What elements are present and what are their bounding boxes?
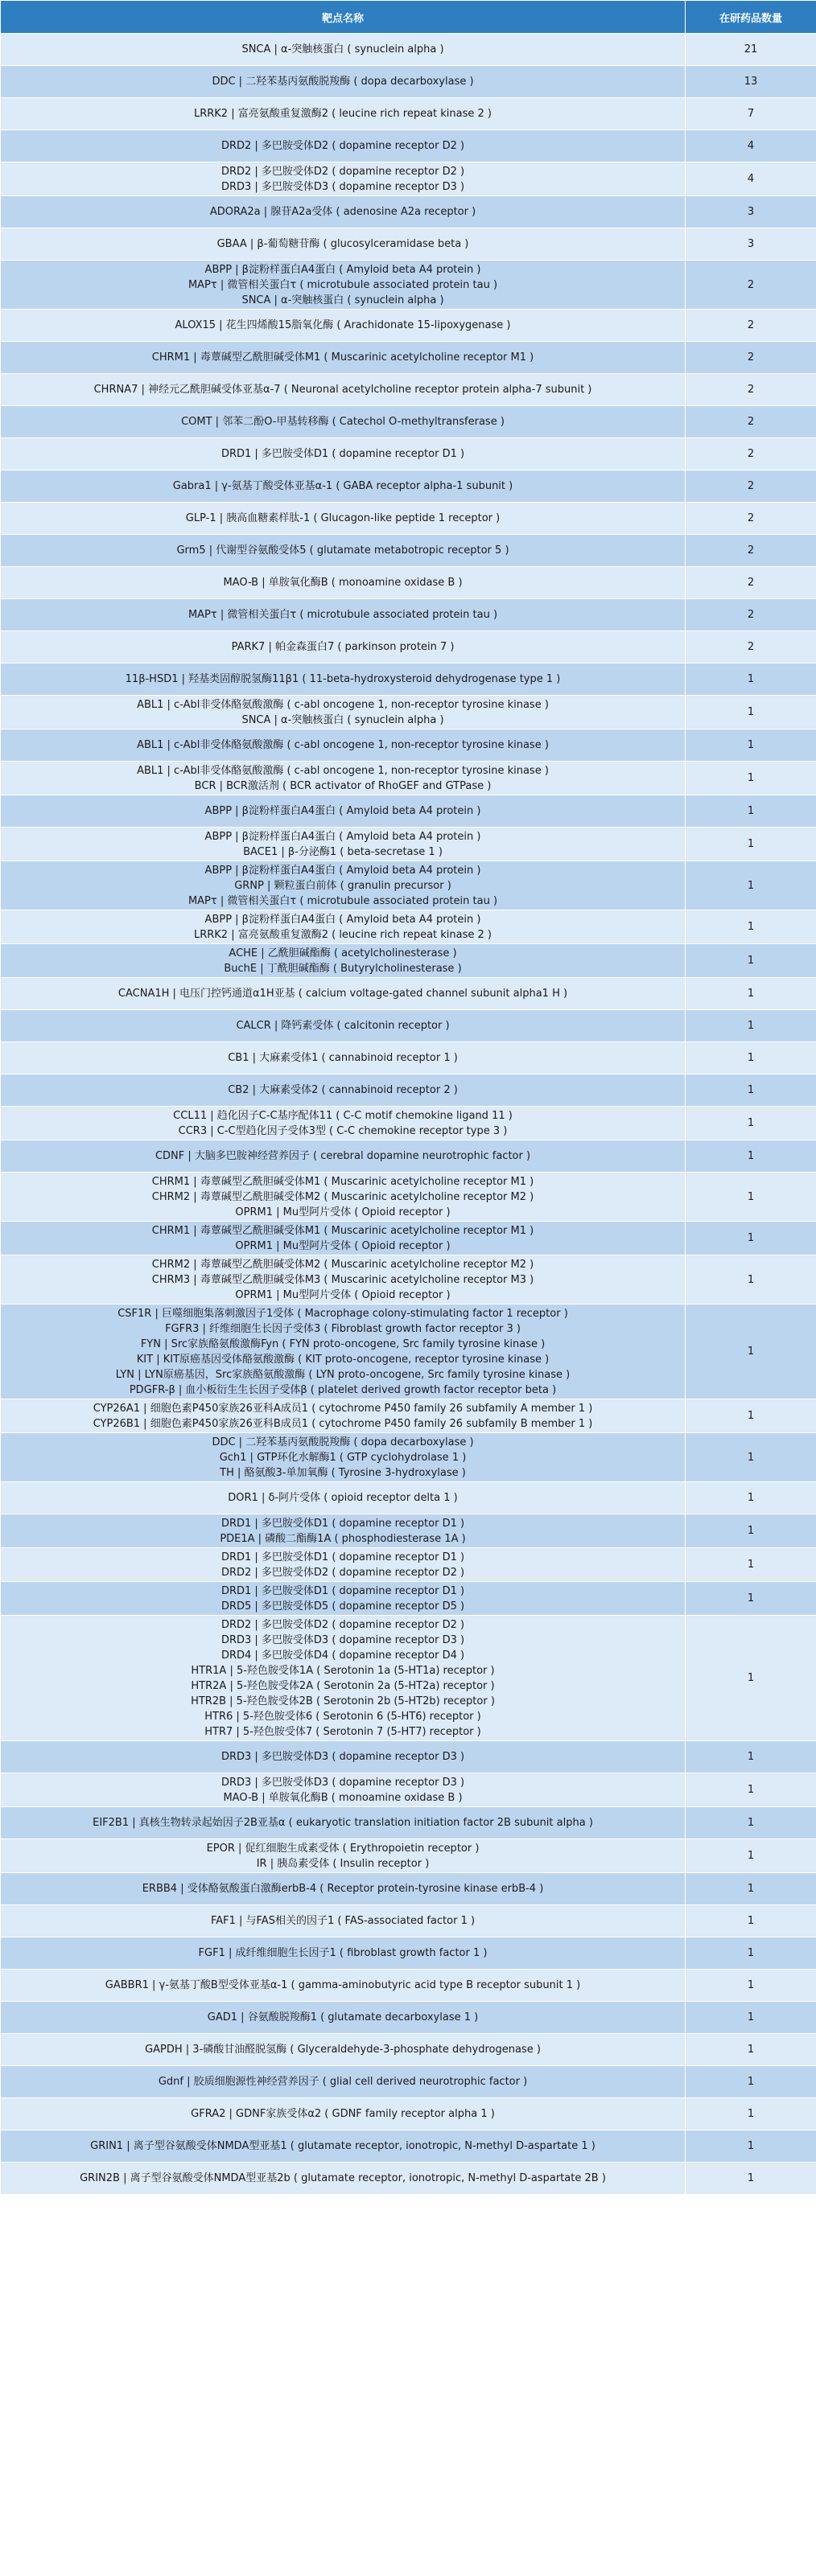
drug-count-cell: 2 — [686, 535, 816, 567]
table-row — [1, 130, 816, 162]
drug-count-cell: 1 — [686, 1140, 816, 1173]
table-row — [1, 535, 816, 567]
target-cell — [1, 1222, 686, 1255]
target-cell — [1, 196, 686, 228]
target-line: CCL11 | 趋化因子C-C基序配体11 ( C-C motif chemokine ligand 11 ) — [173, 1109, 513, 1122]
target-line: Gabra1 | γ-氨基丁酸受体亚基α-1 ( GABA receptor alpha-1 subunit ) — [172, 480, 513, 492]
drug-count-cell: 1 — [686, 1741, 816, 1773]
table-row — [1, 2163, 816, 2195]
table-row — [1, 1482, 816, 1514]
target-cell — [1, 1399, 686, 1433]
target-line: DRD1 | 多巴胺受体D1 ( dopamine receptor D1 ) — [220, 1551, 465, 1563]
drug-count-cell: 1 — [686, 2163, 816, 2195]
table-row — [1, 696, 816, 729]
target-line: ABL1 | c-Abl非受体酪氨酸激酶 ( c-abl oncogene 1, non-receptor tyrosine kinase ) — [137, 698, 549, 711]
drug-count-cell: 2 — [686, 261, 816, 310]
target-line: BuchE | 丁酰胆碱酯酶 ( Butyrylcholinesterase ) — [224, 962, 462, 975]
target-cell — [1, 1140, 686, 1173]
target-line: MAO-B | 单胺氧化酶B ( monoamine oxidase B ) — [223, 1791, 463, 1804]
target-line: Grm5 | 代谢型谷氨酸受体5 ( glutamate metabotropic receptor 5 ) — [176, 544, 509, 557]
target-cell — [1, 1042, 686, 1074]
drug-count-cell: 1 — [686, 1905, 816, 1937]
table-row — [1, 406, 816, 438]
table-row — [1, 470, 816, 503]
target-line: DRD3 | 多巴胺受体D3 ( dopamine receptor D3 ) — [220, 180, 465, 193]
target-cell — [1, 1010, 686, 1042]
table-row — [1, 1140, 816, 1173]
target-line: DRD3 | 多巴胺受体D3 ( dopamine receptor D3 ) — [220, 1776, 465, 1789]
drug-count-cell: 1 — [686, 2066, 816, 2098]
target-cell — [1, 1304, 686, 1399]
table-row — [1, 1074, 816, 1107]
target-line: ABL1 | c-Abl非受体酪氨酸激酶 ( c-abl oncogene 1, non-receptor tyrosine kinase ) — [137, 739, 549, 751]
table-row — [1, 1107, 816, 1140]
target-line: OPRM1 | Mu型阿片受体 ( Opioid receptor ) — [235, 1206, 451, 1218]
table-row — [1, 2002, 816, 2034]
target-cell — [1, 406, 686, 438]
target-line: CHRNA7 | 神经元乙酰胆碱受体亚基α-7 ( Neuronal acetylcholine receptor protein alpha-7 subunit ) — [93, 384, 592, 396]
target-cell — [1, 470, 686, 503]
target-line: CHRM1 | 毒蕈碱型乙酰胆碱受体M1 ( Muscarinic acetylcholine receptor M1 ) — [151, 1224, 534, 1237]
drug-count-cell: 1 — [686, 1304, 816, 1399]
target-line: GAPDH | 3-磷酸甘油醛脱氢酶 ( Glyceraldehyde-3-phosphate dehydrogenase ) — [145, 2044, 541, 2056]
target-cell — [1, 567, 686, 599]
target-line: 11β-HSD1 | 羟基类固醇脱氢酶11β1 ( 11-beta-hydroxysteroid dehydrogenase type 1 ) — [125, 673, 561, 685]
table-row — [1, 261, 816, 310]
drug-count-cell: 1 — [686, 1173, 816, 1222]
drug-count-cell: 3 — [686, 196, 816, 228]
drug-count-cell: 1 — [686, 1582, 816, 1616]
target-line: DRD2 | 多巴胺受体D2 ( dopamine receptor D2 ) — [220, 1618, 465, 1631]
drug-count-cell: 1 — [686, 861, 816, 910]
target-line: GLP-1 | 胰高血糖素样肽-1 ( Glucagon-like peptide 1 receptor ) — [185, 512, 501, 524]
target-line: ALOX15 | 花生四烯酸15脂氧化酶 ( Arachidonate 15-lipoxygenase ) — [175, 319, 511, 331]
target-cell — [1, 535, 686, 567]
table-row — [1, 1970, 816, 2002]
drug-count-cell: 1 — [686, 1222, 816, 1255]
table-row — [1, 34, 816, 66]
target-line: GAD1 | 谷氨酸脱羧酶1 ( glutamate decarboxylase 1 ) — [207, 2011, 479, 2023]
target-line: HTR2A | 5-羟色胺受体2A ( Serotonin 2a (5-HT2a) receptor ) — [191, 1679, 495, 1692]
drug-count-cell: 1 — [686, 1937, 816, 1970]
drug-count-cell: 1 — [686, 2130, 816, 2163]
drug-count-cell: 1 — [686, 2034, 816, 2066]
drug-count-cell: 1 — [686, 1616, 816, 1741]
target-cell — [1, 1970, 686, 2002]
drug-count-cell: 1 — [686, 944, 816, 978]
drug-count-cell: 1 — [686, 1839, 816, 1873]
target-line: HTR2B | 5-羟色胺受体2B ( Serotonin 2b (5-HT2b) receptor ) — [191, 1695, 495, 1707]
table-row — [1, 1548, 816, 1582]
target-line: CB1 | 大麻素受体1 ( cannabinoid receptor 1 ) — [228, 1052, 458, 1064]
target-cell — [1, 2098, 686, 2130]
drug-count-cell: 1 — [686, 1255, 816, 1304]
table-row — [1, 978, 816, 1010]
drug-count-cell: 1 — [686, 1482, 816, 1514]
drug-count-cell: 2 — [686, 567, 816, 599]
target-line: BACE1 | β-分泌酶1 ( beta-secretase 1 ) — [243, 845, 443, 858]
drug-count-cell: 1 — [686, 1433, 816, 1482]
target-cell — [1, 828, 686, 861]
table-row — [1, 762, 816, 795]
target-cell — [1, 310, 686, 342]
target-line: CCR3 | C-C型趋化因子受体3型 ( C-C chemokine receptor type 3 ) — [178, 1124, 508, 1137]
drug-count-cell: 1 — [686, 795, 816, 828]
target-line: FGF1 | 成纤维细胞生长因子1 ( fibroblast growth factor 1 ) — [198, 1947, 488, 1959]
drug-count-cell: 4 — [686, 130, 816, 162]
table-row — [1, 374, 816, 406]
table-row — [1, 729, 816, 762]
table-row — [1, 795, 816, 828]
target-cell — [1, 944, 686, 978]
target-line: DRD5 | 多巴胺受体D5 ( dopamine receptor D5 ) — [220, 1600, 465, 1613]
target-cell — [1, 1773, 686, 1807]
target-cell — [1, 762, 686, 795]
target-cell — [1, 2066, 686, 2098]
table-row — [1, 66, 816, 98]
target-cell — [1, 978, 686, 1010]
target-cell — [1, 910, 686, 944]
target-cell — [1, 34, 686, 66]
drug-count-cell: 13 — [686, 66, 816, 98]
drug-count-cell: 21 — [686, 34, 816, 66]
table-row — [1, 342, 816, 374]
target-line: DRD1 | 多巴胺受体D1 ( dopamine receptor D1 ) — [220, 1517, 465, 1530]
target-line: CHRM2 | 毒蕈碱型乙酰胆碱受体M2 ( Muscarinic acetylcholine receptor M2 ) — [151, 1190, 534, 1203]
drug-count-cell: 1 — [686, 910, 816, 944]
table-row — [1, 162, 816, 196]
table-row — [1, 1741, 816, 1773]
target-line: PARK7 | 帕金森蛋白7 ( parkinson protein 7 ) — [231, 641, 455, 653]
target-cell — [1, 1255, 686, 1304]
target-cell — [1, 664, 686, 696]
drug-count-cell: 2 — [686, 374, 816, 406]
drug-count-cell: 1 — [686, 978, 816, 1010]
table-row — [1, 1399, 816, 1433]
target-cell — [1, 1741, 686, 1773]
target-line: SNCA | α-突触核蛋白 ( synuclein alpha ) — [241, 43, 444, 55]
target-cell — [1, 1482, 686, 1514]
target-cell — [1, 1548, 686, 1582]
header-drug-count: 在研药品数量 — [686, 1, 816, 34]
target-cell — [1, 1839, 686, 1873]
target-line: KIT | KIT原癌基因受体酪氨酸激酶 ( KIT proto-oncogene, receptor tyrosine kinase ) — [136, 1353, 550, 1366]
table-row — [1, 1255, 816, 1304]
target-line: DRD4 | 多巴胺受体D4 ( dopamine receptor D4 ) — [220, 1649, 465, 1662]
target-cell — [1, 1173, 686, 1222]
table-row — [1, 1222, 816, 1255]
target-cell — [1, 374, 686, 406]
table-row — [1, 944, 816, 978]
target-line: ERBB4 | 受体酪氨酸蛋白激酶erbB-4 ( Receptor protein-tyrosine kinase erbB-4 ) — [142, 1883, 544, 1895]
table-row — [1, 310, 816, 342]
target-line: GRNP | 颗粒蛋白前体 ( granulin precursor ) — [234, 879, 451, 892]
table-row — [1, 228, 816, 261]
table-row — [1, 438, 816, 470]
target-line: DRD3 | 多巴胺受体D3 ( dopamine receptor D3 ) — [220, 1751, 465, 1763]
drug-count-cell: 2 — [686, 342, 816, 374]
target-line: CHRM2 | 毒蕈碱型乙酰胆碱受体M2 ( Muscarinic acetylcholine receptor M2 ) — [151, 1258, 534, 1271]
drug-count-cell: 1 — [686, 2098, 816, 2130]
target-line: GRIN2B | 离子型谷氨酸受体NMDA型亚基2b ( glutamate receptor, ionotropic, N-methyl D-aspartate 2B ) — [80, 2172, 606, 2184]
table-row — [1, 1905, 816, 1937]
target-line: DRD2 | 多巴胺受体D2 ( dopamine receptor D2 ) — [220, 1566, 465, 1579]
table-row — [1, 631, 816, 664]
table-row — [1, 599, 816, 631]
target-line: DDC | 二羟苯基丙氨酸脱羧酶 ( dopa decarboxylase ) — [212, 1436, 474, 1448]
target-line: FGFR3 | 纤维细胞生长因子受体3 ( Fibroblast growth factor receptor 3 ) — [165, 1322, 521, 1335]
table-row — [1, 1042, 816, 1074]
target-line: CDNF | 大脑多巴胺神经营养因子 ( cerebral dopamine neurotrophic factor ) — [155, 1150, 531, 1162]
target-line: OPRM1 | Mu型阿片受体 ( Opioid receptor ) — [235, 1239, 451, 1252]
target-line: ABPP | β淀粉样蛋白A4蛋白 ( Amyloid beta A4 protein ) — [204, 913, 481, 926]
table-row — [1, 1514, 816, 1548]
table-row — [1, 1173, 816, 1222]
target-cell — [1, 1514, 686, 1548]
table-row — [1, 1773, 816, 1807]
target-line: ABL1 | c-Abl非受体酪氨酸激酶 ( c-abl oncogene 1, non-receptor tyrosine kinase ) — [137, 764, 549, 777]
drug-count-cell: 1 — [686, 1074, 816, 1107]
target-line: ACHE | 乙酰胆碱酯酶 ( acetylcholinesterase ) — [229, 947, 457, 959]
target-cell — [1, 599, 686, 631]
table-row — [1, 98, 816, 130]
target-cell — [1, 261, 686, 310]
target-line: SNCA | α-突触核蛋白 ( synuclein alpha ) — [241, 713, 444, 726]
target-cell — [1, 1807, 686, 1839]
target-cell — [1, 228, 686, 261]
table-row — [1, 1937, 816, 1970]
target-line: DRD2 | 多巴胺受体D2 ( dopamine receptor D2 ) — [220, 165, 465, 178]
table-row — [1, 567, 816, 599]
target-line: ADORA2a | 腺苷A2a受体 ( adenosine A2a receptor ) — [209, 206, 476, 218]
target-line: GABBR1 | γ-氨基丁酸B型受体亚基α-1 ( gamma-aminobutyric acid type B receptor subunit 1 ) — [105, 1979, 581, 1991]
drug-count-cell: 1 — [686, 1399, 816, 1433]
target-line: Gdnf | 胶质细胞源性神经营养因子 ( glial cell derived neurotrophic factor ) — [158, 2076, 528, 2088]
drug-count-cell: 2 — [686, 631, 816, 664]
target-line: Gch1 | GTP环化水解酶1 ( GTP cyclohydrolase 1 ) — [219, 1451, 467, 1464]
target-cell — [1, 1582, 686, 1616]
target-cell — [1, 795, 686, 828]
table-row — [1, 1873, 816, 1905]
table-row — [1, 1616, 816, 1741]
target-line: DDC | 二羟苯基丙氨酸脱羧酶 ( dopa decarboxylase ) — [212, 76, 474, 88]
target-line: CHRM1 | 毒蕈碱型乙酰胆碱受体M1 ( Muscarinic acetylcholine receptor M1 ) — [151, 351, 534, 364]
target-line: CYP26B1 | 细胞色素P450家族26亚科B成员1 ( cytochrome P450 family 26 subfamily B member 1 ) — [93, 1417, 593, 1430]
drug-count-cell: 2 — [686, 599, 816, 631]
drug-count-cell: 2 — [686, 470, 816, 503]
target-line: GRIN1 | 离子型谷氨酸受体NMDA型亚基1 ( glutamate receptor, ionotropic, N-methyl D-aspartate 1 ) — [90, 2140, 596, 2152]
target-line: DRD2 | 多巴胺受体D2 ( dopamine receptor D2 ) — [220, 140, 465, 152]
table-row — [1, 2130, 816, 2163]
target-line: ABPP | β淀粉样蛋白A4蛋白 ( Amyloid beta A4 protein ) — [204, 263, 481, 276]
target-line: ABPP | β淀粉样蛋白A4蛋白 ( Amyloid beta A4 protein ) — [204, 805, 481, 817]
table-header-row — [1, 1, 816, 34]
target-line: CSF1R | 巨噬细胞集落刺激因子1受体 ( Macrophage colony-stimulating factor 1 receptor ) — [117, 1307, 568, 1320]
target-line: GBAA | β-葡萄糖苷酶 ( glucosylceramidase beta ) — [216, 238, 469, 250]
target-line: BCR | BCR激活剂 ( BCR activator of RhoGEF and GTPase ) — [194, 779, 492, 792]
target-line: DRD3 | 多巴胺受体D3 ( dopamine receptor D3 ) — [220, 1633, 465, 1646]
table-row — [1, 1304, 816, 1399]
target-line: DOR1 | δ-阿片受体 ( opioid receptor delta 1 ) — [228, 1492, 458, 1504]
header-target-name: 靶点名称 — [1, 1, 686, 34]
target-line: PDE1A | 磷酸二酯酶1A ( phosphodiesterase 1A ) — [220, 1532, 466, 1545]
target-cell — [1, 1107, 686, 1140]
target-line: FYN | Src家族酪氨酸激酶Fyn ( FYN proto-oncogene, Src family tyrosine kinase ) — [140, 1337, 546, 1350]
target-line: ABPP | β淀粉样蛋白A4蛋白 ( Amyloid beta A4 protein ) — [204, 830, 481, 843]
target-line: MAPτ | 微管相关蛋白τ ( microtubule associated protein tau ) — [188, 609, 498, 621]
table-row — [1, 1839, 816, 1873]
target-line: CACNA1H | 电压门控钙通道α1H亚基 ( calcium voltage-gated channel subunit alpha1 H ) — [117, 988, 568, 1000]
table-row — [1, 828, 816, 861]
target-line: ABPP | β淀粉样蛋白A4蛋白 ( Amyloid beta A4 protein ) — [204, 864, 481, 877]
target-cell — [1, 438, 686, 470]
target-cell — [1, 2163, 686, 2195]
target-line: COMT | 邻苯二酚O-甲基转移酶 ( Catechol O-methyltransferase ) — [181, 416, 505, 428]
drug-count-cell: 1 — [686, 1107, 816, 1140]
target-cell — [1, 1074, 686, 1107]
target-cell — [1, 1616, 686, 1741]
drug-count-cell: 1 — [686, 664, 816, 696]
target-cell — [1, 342, 686, 374]
target-line: PDGFR-β | 血小板衍生生长因子受体β ( platelet derived growth factor receptor beta ) — [129, 1383, 557, 1396]
target-line: IR | 胰岛素受体 ( Insulin receptor ) — [256, 1857, 430, 1870]
table-row — [1, 1807, 816, 1839]
target-line: CHRM3 | 毒蕈碱型乙酰胆碱受体M3 ( Muscarinic acetylcholine receptor M3 ) — [151, 1273, 534, 1286]
table-row — [1, 503, 816, 535]
drug-count-cell: 1 — [686, 729, 816, 762]
table-row — [1, 2066, 816, 2098]
target-cell — [1, 130, 686, 162]
target-cell — [1, 2002, 686, 2034]
drug-count-cell: 1 — [686, 1773, 816, 1807]
target-line: DRD1 | 多巴胺受体D1 ( dopamine receptor D1 ) — [220, 448, 465, 460]
target-line: GFRA2 | GDNF家族受体α2 ( GDNF family receptor alpha 1 ) — [191, 2108, 495, 2120]
table-row — [1, 2098, 816, 2130]
drug-count-cell: 1 — [686, 1807, 816, 1839]
target-line: OPRM1 | Mu型阿片受体 ( Opioid receptor ) — [235, 1288, 451, 1301]
target-line: LRRK2 | 富亮氨酸重复激酶2 ( leucine rich repeat kinase 2 ) — [193, 928, 492, 941]
target-cell — [1, 66, 686, 98]
target-cell — [1, 162, 686, 196]
drug-count-cell: 2 — [686, 310, 816, 342]
target-line: HTR1A | 5-羟色胺受体1A ( Serotonin 1a (5-HT1a) receptor ) — [191, 1664, 495, 1677]
target-cell — [1, 1905, 686, 1937]
target-cell — [1, 98, 686, 130]
table-row — [1, 910, 816, 944]
drug-count-cell: 2 — [686, 503, 816, 535]
target-line: TH | 酪氨酸3-单加氧酶 ( Tyrosine 3-hydroxylase ) — [220, 1466, 466, 1479]
drug-count-cell: 4 — [686, 162, 816, 196]
target-cell — [1, 1433, 686, 1482]
target-line: MAPτ | 微管相关蛋白τ ( microtubule associated protein tau ) — [188, 278, 498, 291]
table-row — [1, 664, 816, 696]
drug-count-cell: 1 — [686, 828, 816, 861]
drug-count-cell: 1 — [686, 2002, 816, 2034]
table-row — [1, 1433, 816, 1482]
target-line: DRD1 | 多巴胺受体D1 ( dopamine receptor D1 ) — [220, 1584, 465, 1597]
target-line: EPOR | 促红细胞生成素受体 ( Erythropoietin receptor ) — [206, 1842, 480, 1855]
target-line: HTR7 | 5-羟色胺受体7 ( Serotonin 7 (5-HT7) receptor ) — [204, 1725, 481, 1738]
drug-count-cell: 1 — [686, 1548, 816, 1582]
target-line: MAPτ | 微管相关蛋白τ ( microtubule associated protein tau ) — [188, 894, 498, 907]
target-cell — [1, 1873, 686, 1905]
table-row — [1, 1582, 816, 1616]
target-line: CB2 | 大麻素受体2 ( cannabinoid receptor 2 ) — [228, 1084, 458, 1096]
target-line: CALCR | 降钙素受体 ( calcitonin receptor ) — [236, 1020, 450, 1032]
table-row — [1, 1010, 816, 1042]
target-line: FAF1 | 与FAS相关的因子1 ( FAS-associated factor 1 ) — [210, 1915, 476, 1927]
target-line: MAO-B | 单胺氧化酶B ( monoamine oxidase B ) — [223, 577, 463, 589]
drug-count-cell: 7 — [686, 98, 816, 130]
table-row — [1, 196, 816, 228]
target-line: LYN | LYN原癌基因，Src家族酪氨酸激酶 ( LYN proto-oncogene, Src family tyrosine kinase ) — [115, 1368, 571, 1381]
drug-count-cell: 1 — [686, 762, 816, 795]
target-line: EIF2B1 | 真核生物转录起始因子2B亚基α ( eukaryotic translation initiation factor 2B subunit alpha ) — [93, 1817, 593, 1829]
target-cell — [1, 503, 686, 535]
target-line: LRRK2 | 富亮氨酸重复激酶2 ( leucine rich repeat kinase 2 ) — [193, 108, 492, 120]
table-row — [1, 2034, 816, 2066]
target-line: SNCA | α-突触核蛋白 ( synuclein alpha ) — [241, 294, 444, 306]
drug-count-cell: 1 — [686, 1010, 816, 1042]
target-cell — [1, 631, 686, 664]
drug-count-cell: 1 — [686, 696, 816, 729]
target-cell — [1, 2130, 686, 2163]
drug-count-cell: 1 — [686, 1970, 816, 2002]
target-cell — [1, 2034, 686, 2066]
table-body — [1, 34, 816, 2195]
drug-count-cell: 3 — [686, 228, 816, 261]
drug-count-cell: 1 — [686, 1873, 816, 1905]
drug-count-cell: 1 — [686, 1042, 816, 1074]
target-cell — [1, 861, 686, 910]
drug-count-cell: 1 — [686, 1514, 816, 1548]
target-cell — [1, 696, 686, 729]
drug-count-cell: 2 — [686, 406, 816, 438]
drug-count-cell: 2 — [686, 438, 816, 470]
target-cell — [1, 729, 686, 762]
target-line: HTR6 | 5-羟色胺受体6 ( Serotonin 6 (5-HT6) receptor ) — [204, 1710, 481, 1723]
table-row — [1, 861, 816, 910]
target-line: CHRM1 | 毒蕈碱型乙酰胆碱受体M1 ( Muscarinic acetylcholine receptor M1 ) — [151, 1175, 534, 1188]
target-line: CYP26A1 | 细胞色素P450家族26亚科A成员1 ( cytochrome P450 family 26 subfamily A member 1 ) — [93, 1402, 593, 1415]
target-cell — [1, 1937, 686, 1970]
